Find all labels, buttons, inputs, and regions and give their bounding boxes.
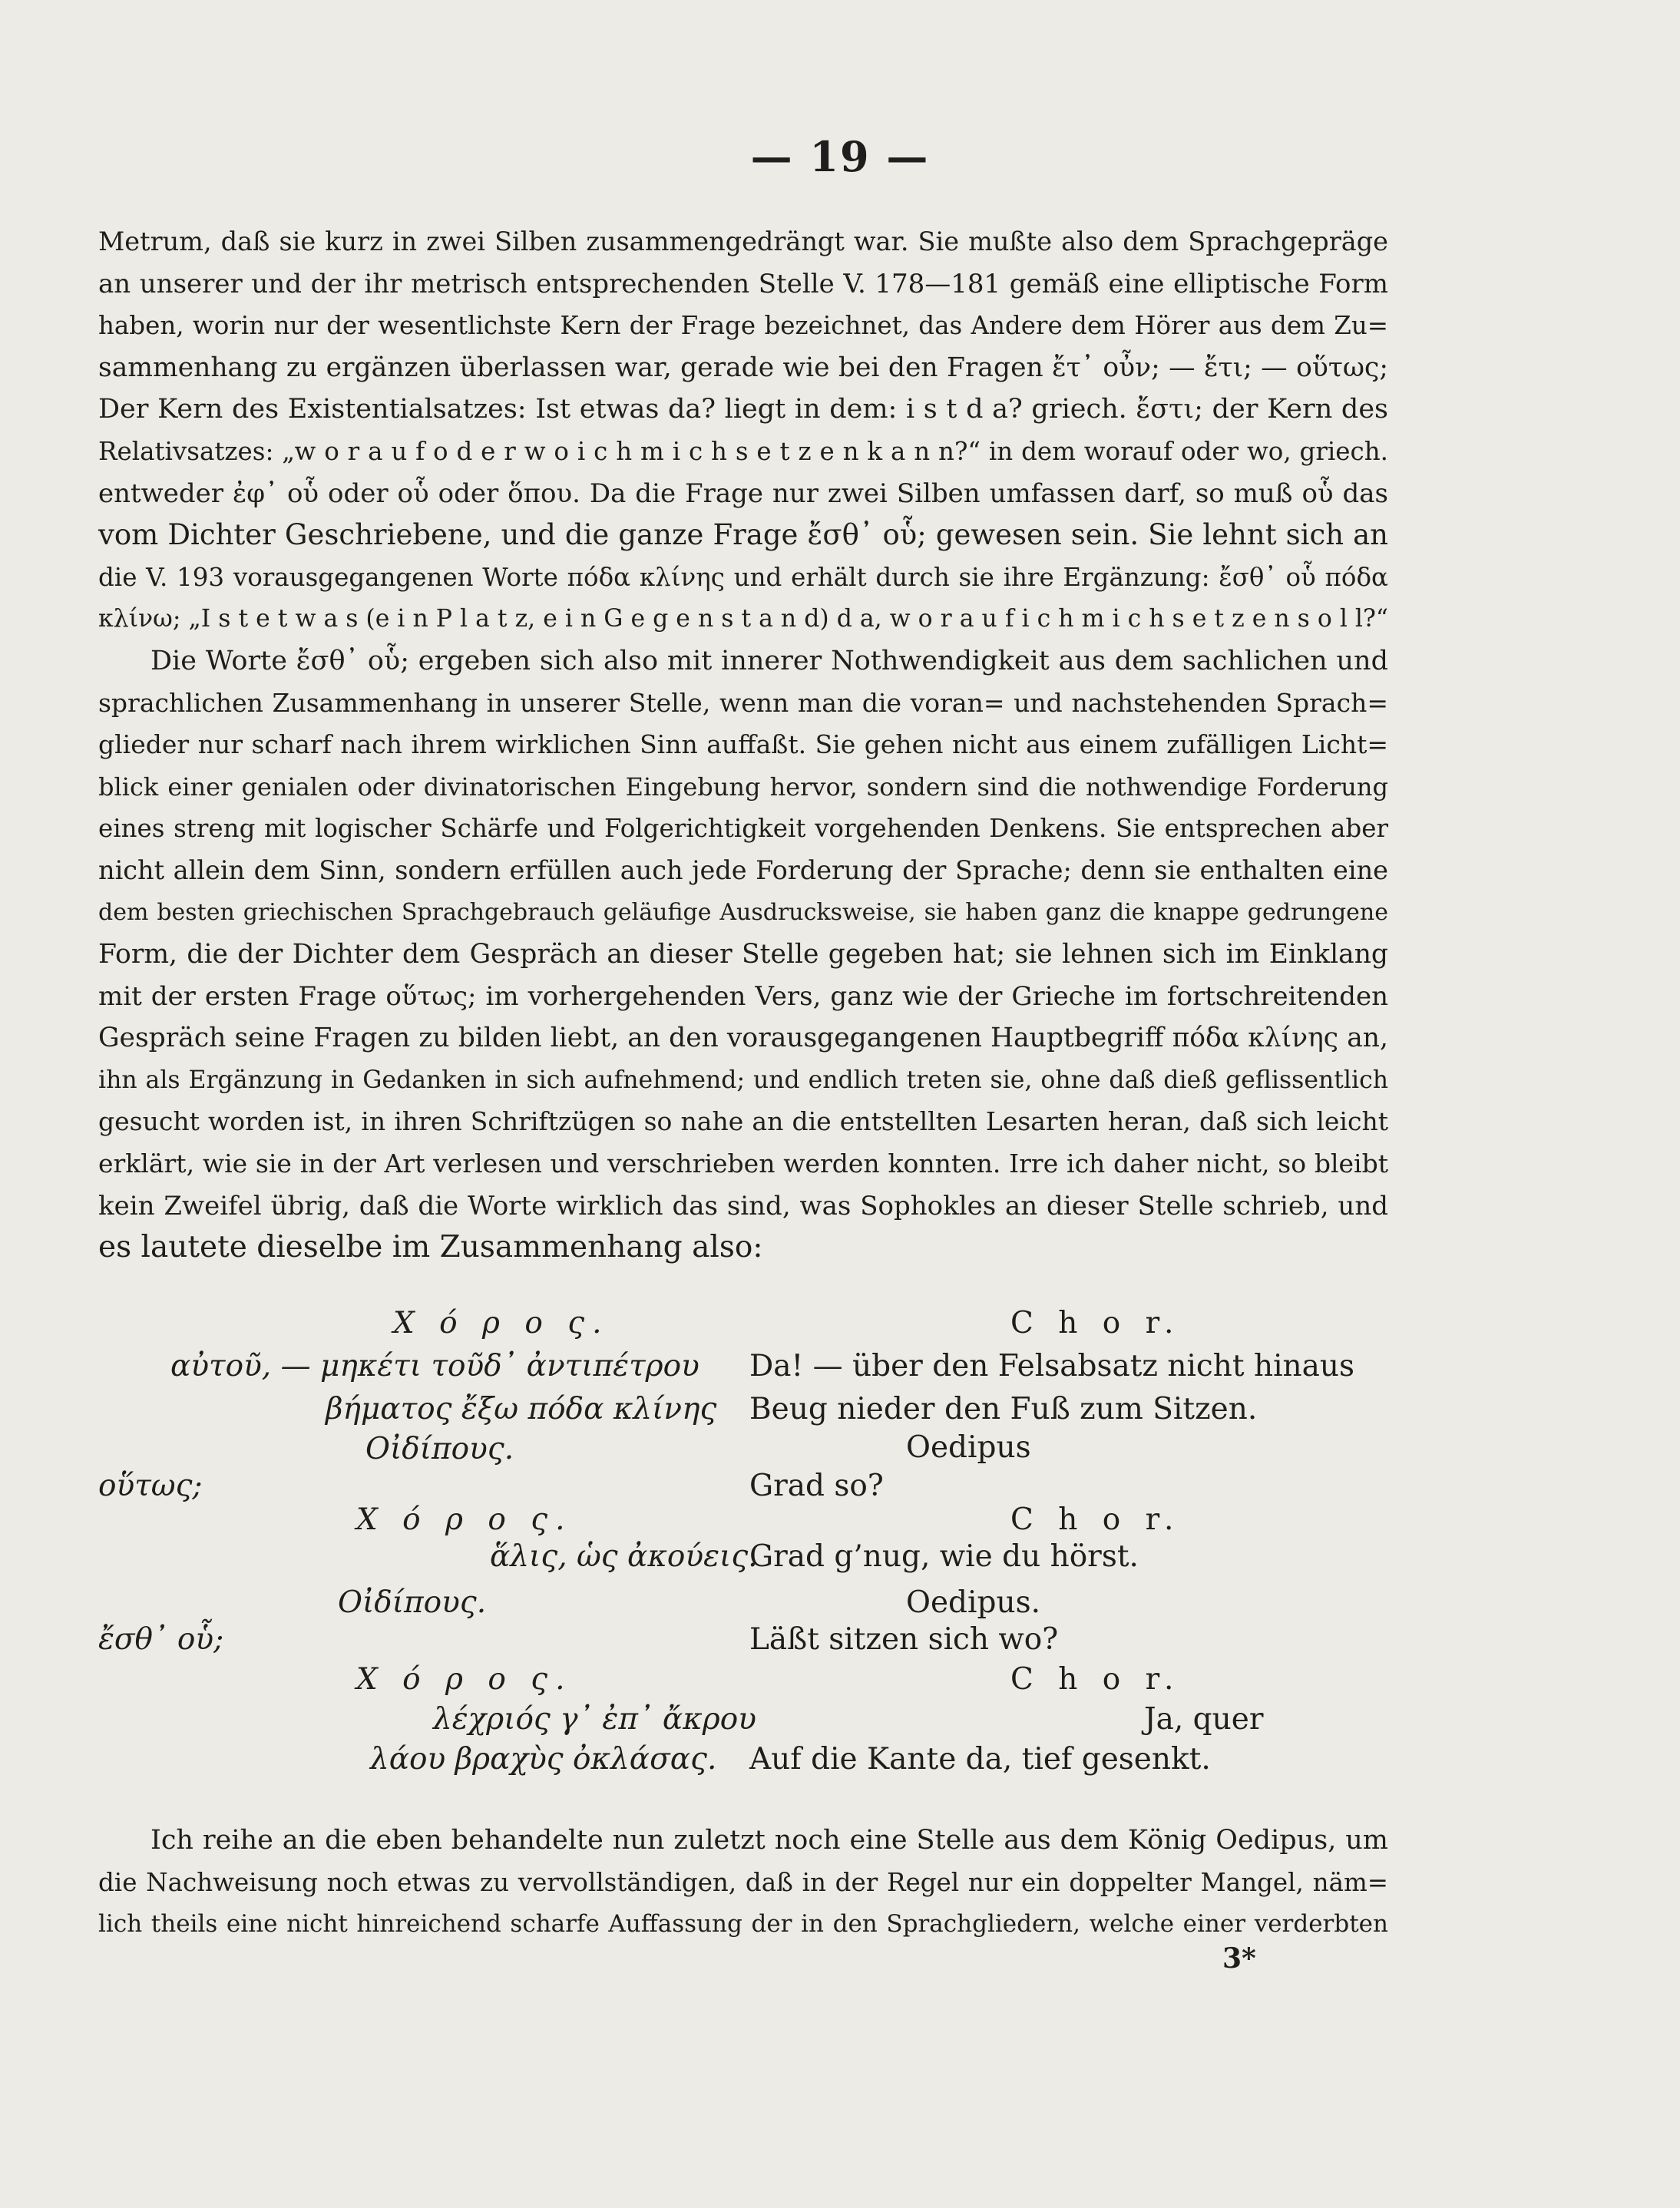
speaker-chorus-greek: Χ ό ρ ο ς. — [393, 1306, 610, 1340]
greek-verse-line: λάου βραχὺς ὀκλάσας. — [370, 1742, 717, 1777]
text-line: sprachlichen Zusammenhang in unserer Stelle, wenn man die voran= und nachstehenden Sprach= — [98, 687, 1388, 718]
greek-verse-line: βήματος ἔξω πόδα κλίνης — [326, 1392, 717, 1426]
german-verse-line: Ja, quer — [1144, 1702, 1264, 1737]
text-line: es lautete dieselbe im Zusammenhang also: — [98, 1230, 763, 1265]
text-line: mit der ersten Frage οὕτως; im vorhergehenden Vers, ganz wie der Grieche im fortschreitenden — [98, 980, 1388, 1012]
text-line: nicht allein dem Sinn, sondern erfüllen auch jede Forderung der Sprache; denn sie enthalten eine — [98, 854, 1388, 885]
paragraph-main — [98, 221, 1388, 1269]
speaker-chorus-greek: Χ ό ρ ο ς. — [356, 1662, 573, 1697]
german-verse-line: Grad so? — [749, 1469, 884, 1503]
text-line: ihn als Ergänzung in Gedanken in sich aufnehmend; und endlich treten sie, ohne daß dieß geflissentlich — [98, 1066, 1388, 1094]
german-verse-line: Grad g’nug, wie du hörst. — [749, 1539, 1139, 1574]
signature-mark: 3* — [1222, 1942, 1256, 1975]
german-verse-line: Beug nieder den Fuß zum Sitzen. — [749, 1392, 1258, 1426]
text-line: eines streng mit logischer Schärfe und Folgerichtigkeit vorgehenden Denkens. Sie entsprechen aber — [98, 814, 1388, 844]
text-line: dem besten griechischen Sprachgebrauch geläufige Ausdrucksweise, sie haben ganz die knappe gedrungene — [98, 898, 1388, 926]
speaker-oedipus-german: Oedipus. — [906, 1585, 1040, 1620]
text-line: glieder nur scharf nach ihrem wirklichen Sinn auffaßt. Sie gehen nicht aus einem zufälligen Licht= — [98, 729, 1388, 760]
text-line: Form, die der Dichter dem Gespräch an dieser Stelle gegeben hat; sie lehnen sich im Einklang — [98, 939, 1388, 970]
german-verse-line: Auf die Kante da, tief gesenkt. — [749, 1742, 1211, 1777]
text-line: sammenhang zu ergänzen überlassen war, gerade wie bei den Fragen ἔτ᾽ οὖν; — ἔτι; — οὕτως; — [98, 352, 1388, 383]
text-line: Gespräch seine Fragen zu bilden liebt, an den vorausgegangenen Hauptbegriff πόδα κλίνης an, — [98, 1023, 1388, 1054]
text-line: die V. 193 vorausgegangenen Worte πόδα κλίνης und erhält durch sie ihre Ergänzung: ἔσθ᾽ οὗ πόδα — [98, 562, 1388, 592]
page-number: — 19 — — [750, 132, 930, 181]
text-line: κλίνω; „I s t e t w a s (e i n P l a t z, e i n G e g e n s t a n d) d a, w o r a u f i c h m i c h s e t z e n s o l l?“ — [98, 605, 1388, 633]
text-line: vom Dichter Geschriebene, und die ganze Frage ἔσθ᾽ οὗ; gewesen sein. Sie lehnt sich an — [98, 518, 1388, 552]
speaker-oedipus-greek: Οἰδίπους. — [338, 1585, 487, 1620]
text-line: lich theils eine nicht hinreichend scharfe Auffassung der in den Sprachgliedern, welche einer verderbten — [98, 1910, 1388, 1939]
paragraph-closing — [98, 1820, 1388, 1945]
speaker-chorus-german: C h o r. — [1010, 1662, 1182, 1697]
text-line: die Nachweisung noch etwas zu vervollständigen, daß in der Regel nur ein doppelter Mangel, näm= — [98, 1867, 1388, 1897]
speaker-chorus-german: C h o r. — [1010, 1306, 1182, 1340]
text-line: Relativsatzes: „w o r a u f o d e r w o i c h m i c h s e t z e n k a n n?“ in dem worauf oder wo, griech. — [98, 436, 1388, 466]
greek-verse-line: ἔσθ᾽ οὗ; — [98, 1622, 224, 1657]
text-line: kein Zweifel übrig, daß die Worte wirklich das sind, was Sophokles an dieser Stelle schrieb, und — [98, 1190, 1388, 1221]
text-line: haben, worin nur der wesentlichste Kern der Frage bezeichnet, das Andere dem Hörer aus dem Zu= — [98, 311, 1388, 341]
text-line: erklärt, wie sie in der Art verlesen und verschrieben werden konnten. Irre ich daher nicht, so bleibt — [98, 1149, 1388, 1179]
speaker-chorus-german: C h o r. — [1010, 1502, 1182, 1537]
greek-verse-line: λέχριός γ᾽ ἐπ᾽ ἄκρου — [433, 1702, 756, 1737]
greek-verse-line: οὕτως; — [98, 1469, 203, 1503]
speaker-oedipus-greek: Οἰδίπους. — [365, 1432, 514, 1466]
text-line: entweder ἐφ᾽ οὗ oder οὗ oder ὅπου. Da die Frage nur zwei Silben umfassen darf, so muß οὗ das — [98, 478, 1388, 509]
german-verse-line: Läßt sitzen sich wo? — [749, 1622, 1059, 1657]
text-line: Die Worte ἔσθ᾽ οὗ; ergeben sich also mit innerer Nothwendigkeit aus dem sachlichen und — [150, 645, 1388, 676]
text-line: Ich reihe an die eben behandelte nun zuletzt noch eine Stelle aus dem König Oedipus, um — [150, 1825, 1388, 1856]
german-verse-line: Da! — über den Felsabsatz nicht hinaus — [749, 1349, 1355, 1383]
text-line: Der Kern des Existentialsatzes: Ist etwas da? liegt in dem: i s t d a? griech. ἔστι; der Kern des — [98, 394, 1388, 425]
speaker-oedipus-german: Oedipus — [906, 1430, 1031, 1465]
text-line: blick einer genialen oder divinatorischen Eingebung hervor, sondern sind die nothwendige Forderung — [98, 772, 1388, 802]
greek-verse-line: αὐτοῦ, — μηκέτι τοῦδ᾽ ἀντιπέτρου — [170, 1349, 699, 1383]
text-line: an unserer und der ihr metrisch entsprechenden Stelle V. 178—181 gemäß eine elliptische Form — [98, 268, 1388, 299]
speaker-chorus-greek: Χ ό ρ ο ς. — [356, 1502, 573, 1537]
text-line: Metrum, daß sie kurz in zwei Silben zusammengedrängt war. Sie mußte also dem Sprachgepräge — [98, 226, 1388, 256]
greek-verse-line: ἅλις, ὡς ἀκούεις. — [490, 1539, 758, 1574]
text-line: gesucht worden ist, in ihren Schriftzügen so nahe an die entstellten Lesarten heran, daß sich leicht — [98, 1106, 1388, 1137]
